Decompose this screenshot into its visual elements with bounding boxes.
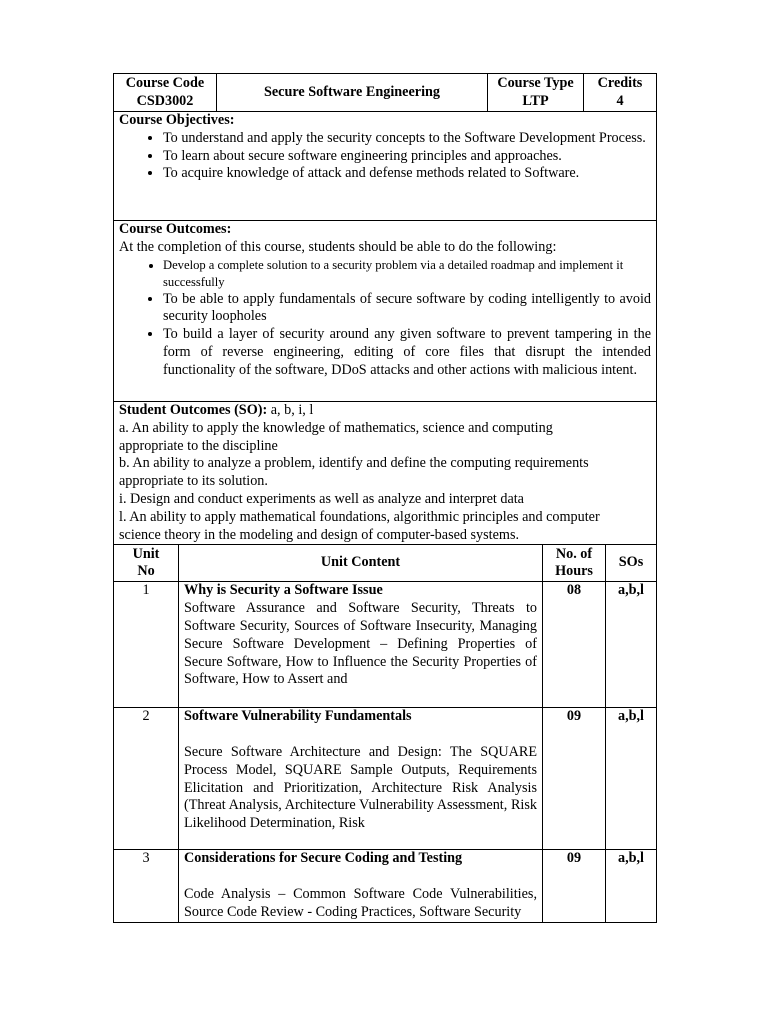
student-outcomes-heading-line (119, 402, 651, 420)
credits-cell (584, 74, 657, 112)
objectives-list (119, 130, 651, 183)
outcomes-intro: At the completion of this course, students should be able to do the following: (119, 238, 557, 255)
student-outcomes-codes: a, b, i, l (267, 402, 314, 418)
unit-body: Software Assurance and Software Security, Threats to Software Security, Sources of Software Insecurity, Managing Secure Software Development – Defining Properties of Secure Software, How to Influence the Security Properties of Software, How to Assert and (184, 600, 537, 688)
unit-title: Why is Security a Software Issue (184, 582, 383, 599)
course-code-label: Course Code (125, 74, 205, 91)
credits-value: 4 (616, 92, 624, 109)
outcomes-heading: Course Outcomes: (119, 221, 232, 237)
unit-sos: a,b,l (606, 708, 657, 850)
course-title: Secure Software Engineering (217, 74, 488, 112)
outcome-item: • Develop a complete solution to a security problem via a detailed roadmap and implement it successfully (163, 257, 651, 291)
unit-row (114, 708, 657, 850)
unit-content (179, 850, 543, 922)
student-outcomes-section (114, 402, 657, 545)
outcomes-section (114, 221, 657, 402)
col-hours: No. of Hours (543, 545, 606, 582)
course-type-cell (488, 74, 584, 112)
col-unit-no: Unit No (114, 545, 179, 582)
so-line-i: i. Design and conduct experiments as well as analyze and interpret data (119, 490, 524, 507)
course-document (113, 73, 656, 923)
unit-no: 1 (114, 582, 179, 708)
objectives-section (114, 112, 657, 221)
objectives-heading: Course Objectives: (119, 112, 235, 128)
unit-body: Secure Software Architecture and Design: The SQUARE Process Model, SQUARE Sample Outputs, Requirements Elicitation and Prioritization, Architecture Risk Analysis (Threat Analysis, Architecture Vulnerability Assessment, Risk Likelihood Determination, Risk (184, 743, 537, 832)
course-code-cell (114, 74, 217, 112)
objective-item: • To understand and apply the security concepts to the Software Development Process. (163, 130, 651, 148)
unit-title: Considerations for Secure Coding and Testing (184, 850, 463, 867)
student-outcomes-heading: Student Outcomes (SO): (119, 402, 268, 418)
unit-no: 3 (114, 850, 179, 922)
units-table-header (114, 545, 657, 582)
outcome-item: • To build a layer of security around any given software to prevent tampering in the form of reverse engineering, editing of core files that disrupt the intended functionality of the software, DDoS attacks and other actions with malicious intent. (163, 326, 651, 379)
unit-hours: 09 (543, 850, 606, 922)
course-code-value: CSD3002 (136, 92, 194, 109)
unit-no: 2 (114, 708, 179, 850)
unit-sos: a,b,l (606, 850, 657, 922)
col-unit-content: Unit Content (179, 545, 543, 582)
course-body-table (113, 111, 657, 923)
course-header-table (113, 73, 657, 112)
so-line-b: b. An ability to analyze a problem, identify and define the computing requirements appropriate to its solution. (119, 455, 589, 490)
outcome-item: • To be able to apply fundamentals of secure software by coding intelligently to avoid security loopholes (163, 291, 651, 327)
objective-item: • To acquire knowledge of attack and defense methods related to Software. (163, 165, 651, 183)
unit-sos: a,b,l (606, 582, 657, 708)
unit-body: Code Analysis – Common Software Code Vulnerabilities, Source Code Review - Coding Practices, Software Security (184, 885, 537, 920)
course-type-value: LTP (522, 92, 549, 109)
unit-hours: 09 (543, 708, 606, 850)
unit-row (114, 582, 657, 708)
unit-title: Software Vulnerability Fundamentals (184, 708, 412, 725)
credits-label: Credits (597, 74, 643, 91)
unit-row (114, 850, 657, 922)
objective-item: • To learn about secure software engineering principles and approaches. (163, 148, 651, 166)
so-line-a: a. An ability to apply the knowledge of mathematics, science and computing appropriate to the discipline (119, 419, 553, 454)
so-line-l: l. An ability to apply mathematical foundations, algorithmic principles and computer science theory in the modeling and design of computer-based systems. (119, 508, 600, 543)
col-sos: SOs (606, 545, 657, 582)
course-type-label: Course Type (497, 74, 574, 91)
unit-hours: 08 (543, 582, 606, 708)
unit-content (179, 708, 543, 850)
outcomes-list (119, 257, 651, 380)
unit-content (179, 582, 543, 708)
